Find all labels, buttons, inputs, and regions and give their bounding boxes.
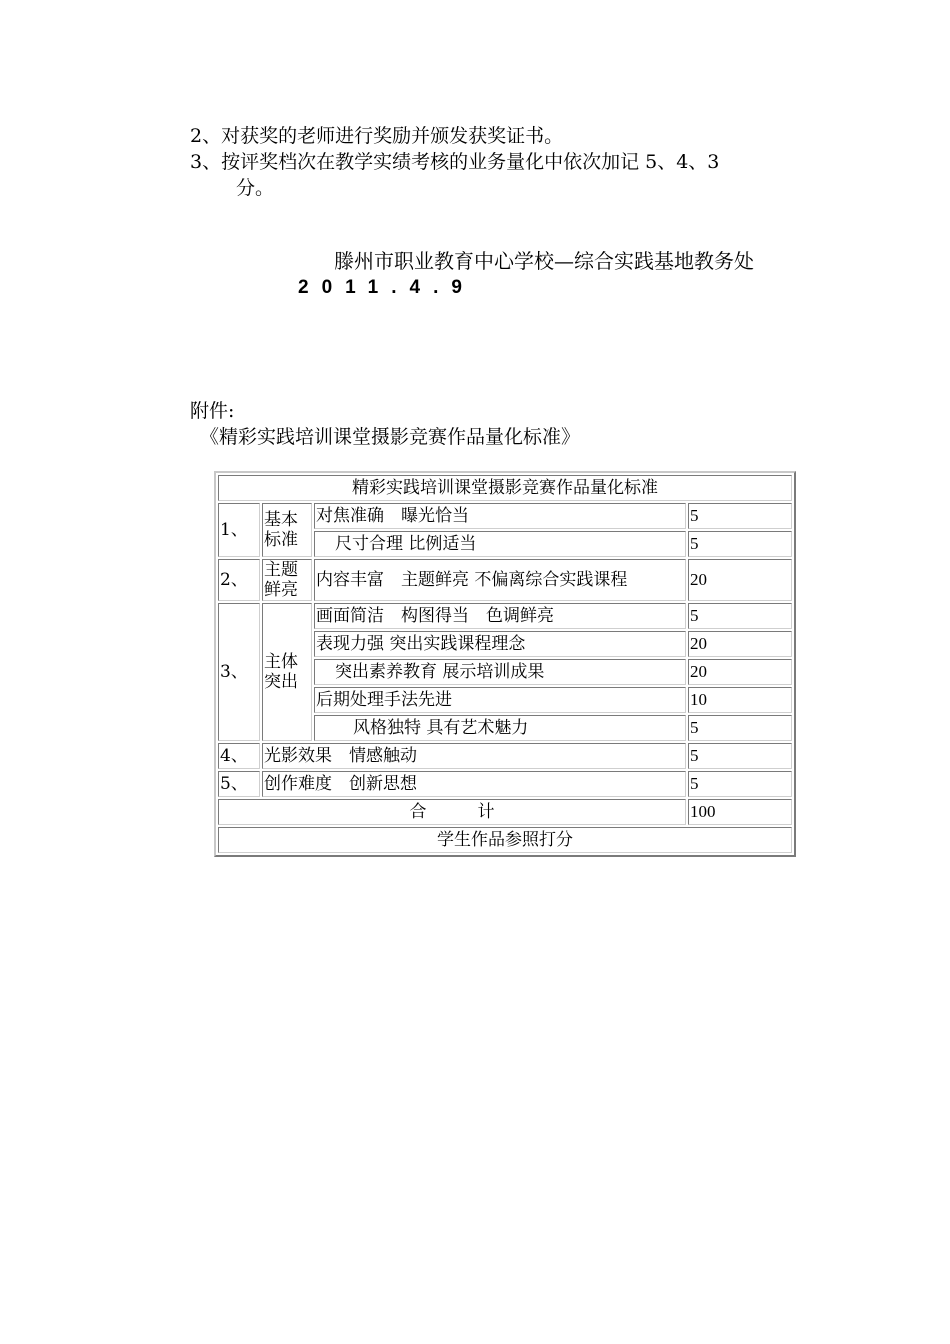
category-name: 基本标准 bbox=[262, 503, 312, 557]
total-score: 100 bbox=[688, 799, 792, 825]
row-number: 4、 bbox=[218, 743, 260, 769]
total-label: 合 计 bbox=[218, 799, 686, 825]
criterion-cell: 风格独特 具有艺术魅力 bbox=[314, 715, 686, 741]
item-3-continuation: 分。 bbox=[236, 177, 275, 199]
score-cell: 5 bbox=[688, 715, 792, 741]
item-3-text: 3、按评奖档次在教学实绩考核的业务量化中依次加记 5、4、3 bbox=[190, 151, 720, 173]
criterion-cell: 对焦准确 曝光恰当 bbox=[314, 503, 686, 529]
table-title-row bbox=[218, 475, 792, 501]
criterion-cell: 突出素养教育 展示培训成果 bbox=[314, 659, 686, 685]
table-title: 精彩实践培训课堂摄影竞赛作品量化标准 bbox=[218, 475, 792, 501]
signature-organization: 滕州市职业教育中心学校—综合实践基地教务处 bbox=[334, 249, 754, 273]
score-cell: 20 bbox=[688, 659, 792, 685]
row-number: 1、 bbox=[218, 503, 260, 557]
signature-date: 2011.4.9 bbox=[298, 277, 475, 298]
table-row bbox=[218, 559, 792, 601]
table-row bbox=[218, 503, 792, 529]
criterion-cell: 表现力强 突出实践课程理念 bbox=[314, 631, 686, 657]
footer-row bbox=[218, 827, 792, 853]
criterion-cell: 画面简洁 构图得当 色调鲜亮 bbox=[314, 603, 686, 629]
score-cell: 20 bbox=[688, 559, 792, 601]
score-cell: 20 bbox=[688, 631, 792, 657]
item-2-text: 2、对获奖的老师进行奖励并颁发获奖证书。 bbox=[190, 125, 564, 147]
criterion-cell: 后期处理手法先进 bbox=[314, 687, 686, 713]
row-number: 2、 bbox=[218, 559, 260, 601]
table-row bbox=[218, 771, 792, 797]
criterion-cell: 尺寸合理 比例适当 bbox=[314, 531, 686, 557]
category-name: 主体突出 bbox=[262, 603, 312, 741]
score-cell: 5 bbox=[688, 503, 792, 529]
attachment-title: 《精彩实践培训课堂摄影竞赛作品量化标准》 bbox=[200, 426, 581, 448]
row-number: 3、 bbox=[218, 603, 260, 741]
criterion-cell: 创作难度 创新思想 bbox=[262, 771, 686, 797]
criterion-cell: 光影效果 情感触动 bbox=[262, 743, 686, 769]
total-row bbox=[218, 799, 792, 825]
row-number: 5、 bbox=[218, 771, 260, 797]
table-footer-note: 学生作品参照打分 bbox=[218, 827, 792, 853]
scoring-standard-table bbox=[214, 471, 796, 857]
score-cell: 5 bbox=[688, 603, 792, 629]
score-cell: 5 bbox=[688, 771, 792, 797]
criterion-cell: 内容丰富 主题鲜亮 不偏离综合实践课程 bbox=[314, 559, 686, 601]
table-row bbox=[218, 603, 792, 629]
score-cell: 10 bbox=[688, 687, 792, 713]
table-row bbox=[218, 743, 792, 769]
score-cell: 5 bbox=[688, 531, 792, 557]
category-name: 主题鲜亮 bbox=[262, 559, 312, 601]
attachment-label: 附件: bbox=[190, 400, 235, 422]
score-cell: 5 bbox=[688, 743, 792, 769]
